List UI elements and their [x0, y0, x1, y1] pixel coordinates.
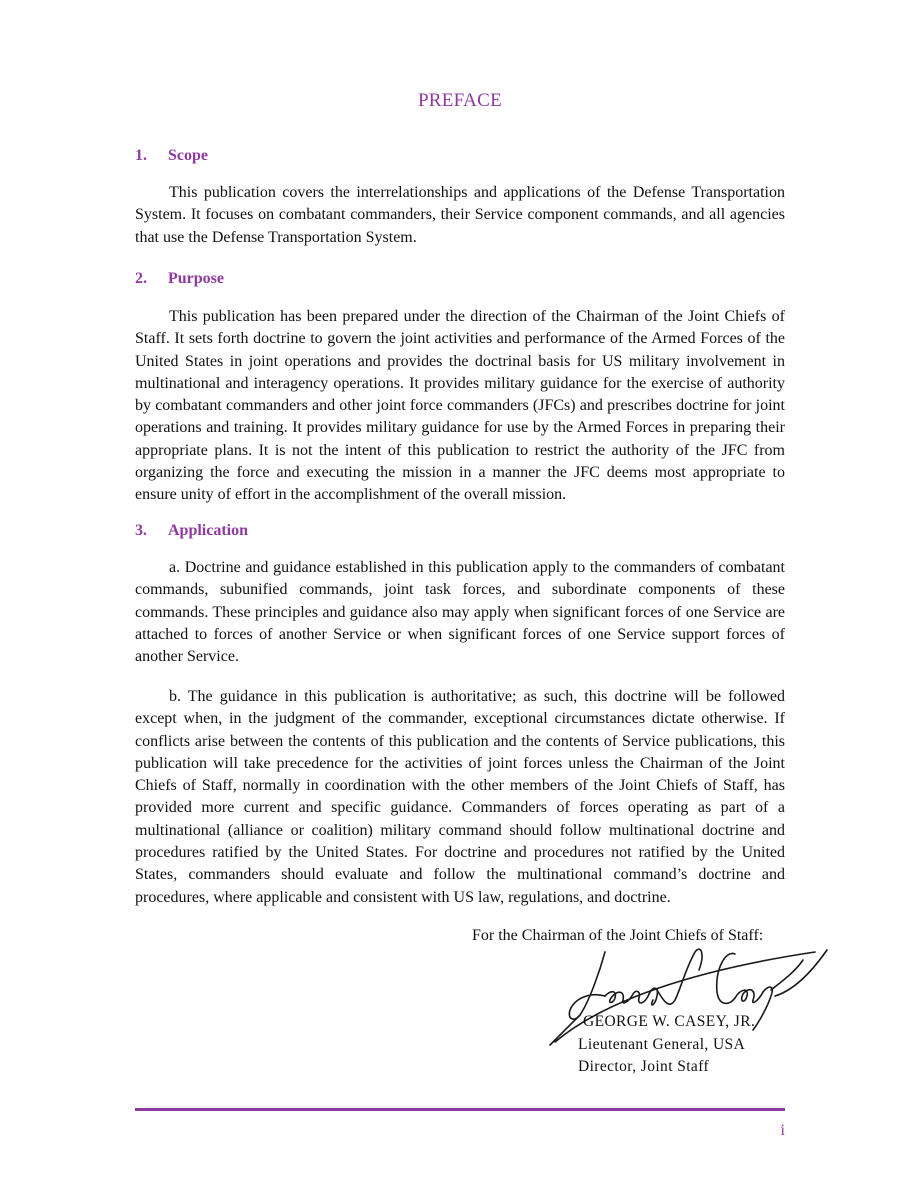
- handwritten-signature: [545, 930, 830, 1050]
- section-number: 2.: [135, 270, 147, 287]
- section-title: Purpose: [168, 270, 224, 287]
- section-number: 3.: [135, 522, 147, 539]
- scope-paragraph: This publication covers the interrelationships and applications of the Defense Transportation System. It focuses on combatant commanders, their Service component commands, and all agencies that use the Defense Transportation System.: [135, 184, 785, 246]
- section-heading-purpose: [135, 270, 224, 288]
- application-paragraph-a: a. Doctrine and guidance established in this publication apply to the commanders of combatant commands, subunified commands, joint task forces, and subordinate components of these commands. These principles and guidance also may apply when significant forces of one Service are attached to forces of another Service or when significant forces of one Service support forces of another Service.: [135, 559, 785, 666]
- page-title: PREFACE: [417, 90, 503, 111]
- purpose-paragraph: This publication has been prepared under the direction of the Chairman of the Joint Chiefs of Staff. It sets forth doctrine to govern the joint activities and performance of the Armed Forces of the United States in joint operations and provides the doctrinal basis for US military involvement in multinational and interagency operations. It provides military guidance for the exercise of authority by combatant commanders and other joint force commanders (JFCs) and prescribes doctrine for joint operations and training. It provides military guidance for use by the Armed Forces in preparing their appropriate plans. It is not the intent of this publication to restrict the authority of the JFC from organizing the force and executing the mission in a manner the JFC deems most appropriate to ensure unity of effort in the accomplishment of the overall mission.: [135, 308, 785, 504]
- section-heading-application: [135, 522, 248, 540]
- signatory-rank: Lieutenant General, USA: [578, 1036, 746, 1053]
- section-title: Scope: [168, 147, 208, 164]
- section-number: 1.: [135, 147, 147, 164]
- footer-divider: [135, 1108, 785, 1111]
- signatory-position: Director, Joint Staff: [578, 1058, 710, 1075]
- application-paragraph-b: b. The guidance in this publication is authoritative; as such, this doctrine will be followed except when, in the judgment of the commander, exceptional circumstances dictate otherwise. If conflicts arise between the contents of this publication and the contents of Service publications, this publication will take precedence for the activities of joint forces unless the Chairman of the Joint Chiefs of Staff, normally in coordination with the other members of the Joint Chiefs of Staff, has provided more current and specific guidance. Commanders of forces operating as part of a multinational (alliance or coalition) military command should follow multinational doctrine and procedures ratified by the United States. For doctrine and procedures not ratified by the United States, commanders should evaluate and follow the multinational command’s doctrine and procedures, where applicable and consistent with US law, regulations, and doctrine.: [135, 688, 785, 906]
- signatory-name: GEORGE W. CASEY, JR.: [583, 1013, 756, 1030]
- page-number: i: [780, 1122, 785, 1139]
- section-title: Application: [168, 522, 249, 539]
- section-heading-scope: [135, 147, 208, 165]
- signature-for-line: For the Chairman of the Joint Chiefs of Staff:: [472, 927, 764, 944]
